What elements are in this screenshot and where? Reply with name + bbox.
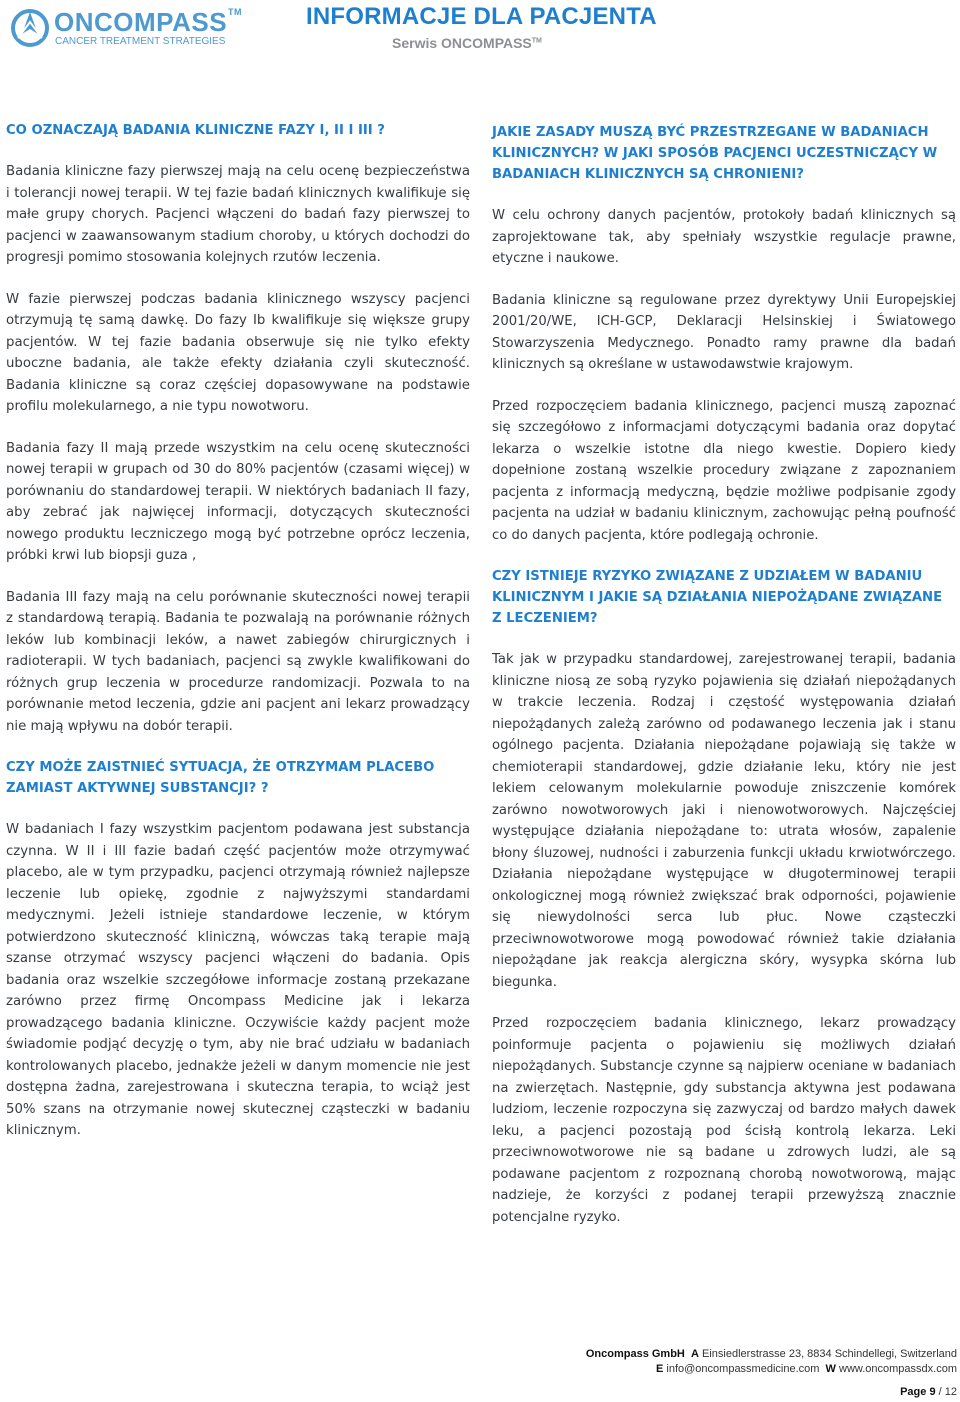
footer-contact bbox=[586, 1347, 957, 1377]
footer-company: Oncompass GmbH bbox=[585, 1348, 685, 1360]
paragraph-informed-consent: Przed rozpoczęciem badania klinicznego, pacjenci muszą zapoznać się szczegółowo z informacjami dotyczącymi badania oraz dopytać lekarza o wszelkie istotne dla niego kwestie. Dopiero kiedy dopełnione zostaną wszelkie procedury związane z zapoznaniem pacjenta z informacją medyczną, będzie możliwe podpisanie zgody pacjenta na udział w badaniu klinicznym, zachowując pełną poufność co do danych pacjenta, które podlegają ochronie. bbox=[492, 398, 956, 543]
subtitle-trademark: TM bbox=[531, 37, 542, 45]
paragraph-phase-one-intro: Badania kliniczne fazy pierwszej mają na celu ocenę bezpieczeństwa i tolerancji nowej terapii. W tej fazie badań klinicznych kwalifikuje się małe grupy chorych. Pacjenci włączeni do badań fazy pierwszej to pacjenci w zaawansowanym stadium choroby, u których dochodzi do progresji pomimo stosowania kolejnych rzutów leczenia. bbox=[6, 164, 470, 265]
footer-email-link[interactable]: info@oncompassmedicine.com bbox=[666, 1363, 820, 1375]
paragraph-data-protection: W celu ochrony danych pacjentów, protokoły badań klinicznych są zaprojektowane tak, aby spełniały wszystkie regulacje prawne, etyczne i naukowe. bbox=[492, 208, 956, 266]
paragraph-eu-directives: Badania kliniczne są regulowane przez dyrektywy Unii Europejskiej 2001/20/WE, ICH-GCP, Deklaracji Helsinskiej i Światowego Stowarzyszenia Medycznego. Ponadto ramy prawne dla badań klinicznych są określane w ustawodawstwie krajowym. bbox=[492, 292, 956, 372]
paragraph-side-effects: Tak jak w przypadku standardowej, zarejestrowanej terapii, badania kliniczne niosą ze sobą ryzyko pojawienia się działań niepożądanych w trakcie leczenia. Rodzaj i częstość występowania działań niepożądanych zależą zarówno od podawanego leczenia jak i stanu ogólnego pacjenta. Działania niepożądane pojawiają się także w chemioterapii standardowej, gdzie działanie leku, który nie jest lekiem celowanym molekularnie powoduje zniszczenie komórek zarówno nowotworowych jaki i nienowotworowych. Najczęściej występujące działania niepożądane to: utrata włosów, zapalenie błony śluzowej, nudności i zaburzenia funkcji układu krwiotwórczego. Działania niepożądane występujące w długoterminowej terapii onkologicznej mogą również zwiększać brak odporności, pojawienie się niewydolności serca lub płuc. Nowe cząsteczki przeciwnowotworowe mogą powodować również takie działania niepożądane jak reakcja alergiczna skóry, wysypka skórna lub biegunka. bbox=[492, 652, 956, 990]
oncompass-logo-icon bbox=[10, 8, 50, 48]
left-column bbox=[6, 120, 470, 1162]
right-column bbox=[492, 122, 956, 1248]
paragraph-phase-one-dosing: W fazie pierwszej podczas badania klinicznego wszyscy pacjenci otrzymują tę samą dawkę. Do fazy Ib kwalifikuje się większe grupy pacjentów. W tej fazie badania obserwuje się nie tylko efekty uboczne badania, ale także efekty działania czyli skuteczność. Badania kliniczne są coraz częściej dopasowywane na podstawie profilu molekularnego, a nie typu nowotworu. bbox=[6, 291, 470, 414]
document-subtitle: Serwis ONCOMPASS™ bbox=[392, 35, 542, 51]
logo-trademark: TM bbox=[228, 7, 243, 17]
paragraph-phase-three: Badania III fazy mają na celu porównanie skuteczności nowej terapii z standardową terapią. Badania te pozwalają na porównanie różnych leków lub kombinacji leków, a nawet zabiegów chirurgicznych i radioterapii. W tych badaniach, pacjenci są zwykle kwalifikowani do różnych grup leczenia w procedurze randomizacji. Pozwala to na porównanie metod leczenia, gdzie ani pacjent ani lekarz prowadzący nie mają wpływu na dobór terapii. bbox=[6, 589, 470, 734]
page-label: Page bbox=[900, 1386, 927, 1398]
footer-address-label: A bbox=[691, 1348, 699, 1360]
document-title: INFORMACJE DLA PACJENTA bbox=[306, 3, 657, 30]
paragraph-phase-two: Badania fazy II mają przede wszystkim na celu ocenę skuteczności nowej terapii w grupach od 30 do 80% pacjentów (czasami więcej) w porównaniu do standardowej terapii. W niektórych badaniach II fazy, aby zebrać jak najwięcej informacji, dotyczących skuteczności nowego produktu leczniczego mogą być potrzebne oprócz leczenia, próbki krwi lub biopsji guza , bbox=[6, 440, 470, 563]
footer-email-label: E bbox=[656, 1363, 664, 1375]
page-number: Page 9 / 12 bbox=[900, 1386, 957, 1398]
section-heading-phases: CO OZNACZAJĄ BADANIA KLINICZNE FAZY I, II I III ? bbox=[6, 123, 385, 138]
paragraph-placebo: W badaniach I fazy wszystkim pacjentom podawana jest substancja czynna. W II i III fazie badań część pacjentów może otrzymywać placebo, ale w tym przypadku, pacjenci otrzymają również najlepsze leczenie lub opiekę, zgodnie z najwyższymi standardami medycznymi. Jeżeli istnieje standardowe leczenie, w którym potwierdzono skuteczność kliniczną, wówczas taką terapie mają szanse otrzymać wszyscy pacjenci włączeni do badania. Opis badania oraz wszelkie szczegółowe informacje zostaną przekazane zarówno przez firmę Oncompass Medicine jak i lekarza prowadzącego badania kliniczne. Oczywiście każdy pacjent może świadomie podjąć decyzję o tym, aby nie brać udziału w badaniach kontrolowanych placebo, jednakże jeżeli w danym momencie nie jest dostępna żadna, zarejestrowana i skuteczna terapia, to wciąż jest 50% szans na otrzymanie nowej skutecznej cząsteczki w badaniu klinicznym. bbox=[6, 822, 470, 1138]
page-current: 9 bbox=[929, 1386, 936, 1398]
logo-wordmark: ONCOMPASS™ bbox=[54, 7, 243, 37]
section-heading-risks: CZY ISTNIEJE RYZYKO ZWIĄZANE Z UDZIAŁEM W BADANIU KLINICZNYM I JAKIE SĄ DZIAŁANIA NIEPOŻĄDANE ZWIĄZANE Z LECZENIEM? bbox=[492, 569, 943, 626]
footer-address: Einsiedlerstrasse 23, 8834 Schindellegi, Switzerland bbox=[702, 1348, 957, 1360]
oncompass-logo bbox=[10, 6, 250, 50]
footer-address-line bbox=[586, 1347, 957, 1362]
footer-web-line bbox=[586, 1362, 957, 1377]
footer-website-link[interactable]: www.oncompassdx.com bbox=[839, 1363, 957, 1375]
page-header bbox=[0, 0, 960, 60]
section-heading-regulations: JAKIE ZASADY MUSZĄ BYĆ PRZESTRZEGANE W BADANIACH KLINICZNYCH? W JAKI SPOSÓB PACJENCI UCZESTNICZĄCY W BADANIACH KLINICZNYCH SĄ CHRONIENI? bbox=[492, 125, 938, 182]
paragraph-safety-monitoring: Przed rozpoczęciem badania klinicznego, lekarz prowadzący poinformuje pacjenta o pojawieniu się możliwych działań niepożądanych. Substancje czynne są najpierw oceniane w badaniach na zwierzętach. Następnie, gdy substancja aktywna jest podawana ludziom, leczenie rozpoczyna się zazwyczaj od bardzo małych dawek leku, a pacjenci pozostają pod ścisłą kontrolą lekarza. Leki przeciwnowotworowe nie są badane u zdrowych ludzi, ale są podawane pacjentom z rozpoznaną chorobą nowotworową, mając nadzieje, że korzyści z podanej terapii przewyższą znacznie potencjalne ryzyko. bbox=[492, 1016, 956, 1225]
section-heading-placebo: CZY MOŻE ZAISTNIEĆ SYTUACJA, ŻE OTRZYMAM PLACEBO ZAMIAST AKTYWNEJ SUBSTANCJI? ? bbox=[6, 760, 435, 796]
footer-web-label: W bbox=[825, 1363, 836, 1375]
logo-tagline: CANCER TREATMENT STRATEGIES bbox=[55, 36, 226, 47]
page-total: 12 bbox=[944, 1386, 957, 1398]
